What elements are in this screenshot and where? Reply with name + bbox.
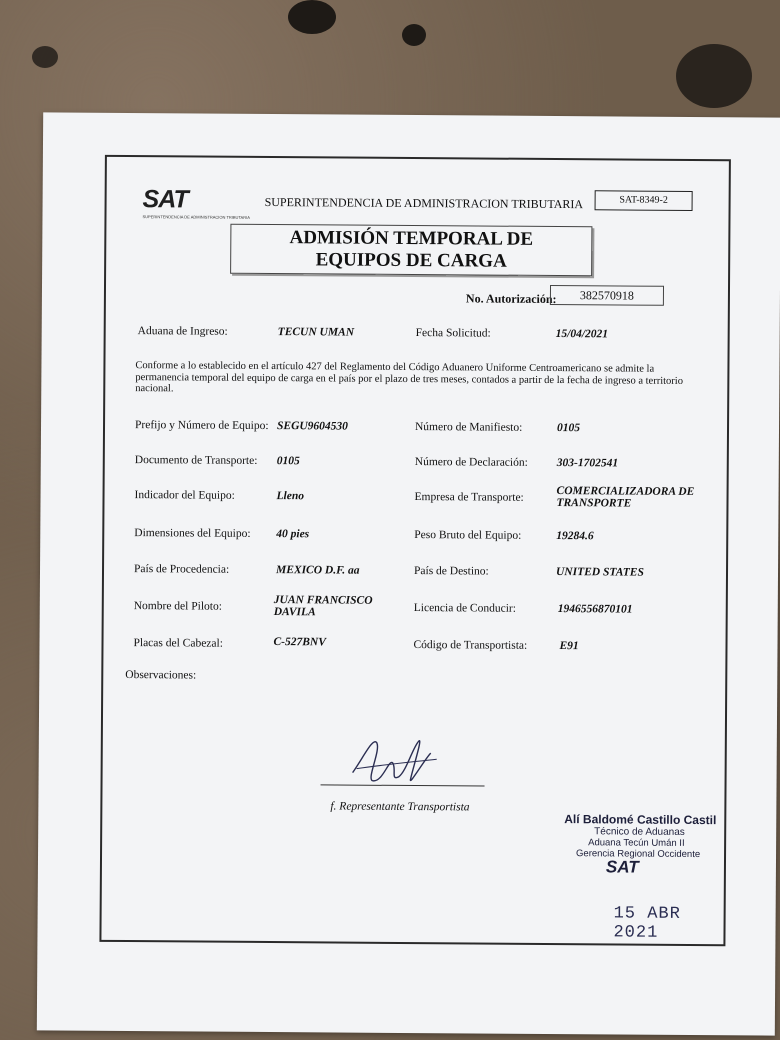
field-value: 1946556870101 (557, 603, 633, 616)
aduana-label: Aduana de Ingreso: (137, 325, 228, 338)
document-title (230, 224, 592, 277)
field-value: 0105 (556, 422, 581, 435)
field-label: País de Destino: (413, 565, 489, 578)
field-label: Placas del Cabezal: (133, 637, 223, 650)
stamp-line3: Gerencia Regional Occidente (576, 848, 701, 861)
field-label: Documento de Transporte: (134, 454, 258, 467)
field-value: E91 (559, 640, 579, 653)
field-label: Indicador del Equipo: (134, 489, 235, 502)
field-value: MEXICO D.F. aa (275, 564, 360, 577)
stamp-name: Alí Baldomé Castillo Castil (564, 812, 717, 828)
form-code: SAT-8349-2 (595, 190, 693, 211)
field-value: SEGU9604530 (276, 420, 349, 433)
field-label: Dimensiones del Equipo: (134, 527, 251, 540)
stain (32, 46, 58, 68)
field-value: 0105 (276, 455, 300, 468)
legal-paragraph: Conforme a lo establecido en el artículo 427 del Reglamento del Código Aduanero Uniforme Centroamericano se admite la permanencia temporal del equipo de carga en el país por el plazo de tres meses, contados a partir de la fecha de ingreso a territorio nacional. (135, 360, 684, 395)
authorization-label: No. Autorización: (465, 291, 557, 307)
field-label: Número de Declaración: (414, 456, 528, 469)
handwritten-signature (342, 729, 442, 794)
stain (676, 44, 752, 108)
title-text: ADMISIÓN TEMPORAL DE EQUIPOS DE CARGA (289, 227, 534, 272)
authorization-number: 382570918 (550, 285, 664, 306)
field-label: Licencia de Conducir: (413, 602, 516, 615)
fecha-label: Fecha Solicitud: (415, 327, 491, 340)
sat-logo: SAT (142, 185, 188, 214)
field-label: Nombre del Piloto: (133, 600, 222, 613)
field-label: Prefijo y Número de Equipo: (134, 419, 269, 433)
observations-label: Observaciones: (125, 669, 197, 682)
aduana-value: TECUN UMAN (277, 326, 355, 339)
stain (288, 0, 336, 34)
fecha-value: 15/04/2021 (555, 328, 609, 341)
field-label: Empresa de Transporte: (414, 491, 524, 504)
signature-label: f. Representante Transportista (330, 800, 470, 814)
stamp-line1: Técnico de Aduanas (594, 826, 685, 838)
stamp-line2: Aduana Tecún Umán II (588, 837, 685, 849)
field-label: Número de Manifiesto: (414, 421, 523, 434)
field-value: Lleno (276, 490, 305, 503)
field-value: COMERCIALIZADORA DE TRANSPORTE (556, 485, 695, 510)
field-value: 40 pies (276, 528, 310, 541)
field-label: País de Procedencia: (133, 563, 230, 576)
field-value: JUAN FRANCISCO DAVILA (273, 594, 373, 619)
field-label: Peso Bruto del Equipo: (414, 529, 522, 542)
field-value: UNITED STATES (555, 566, 644, 579)
form-frame (99, 155, 730, 946)
stain (402, 24, 426, 46)
stamp-logo: SAT (605, 857, 639, 877)
field-value: 303-1702541 (556, 457, 619, 470)
field-label: Código de Transportista: (413, 639, 528, 652)
field-value: C-527BNV (273, 636, 326, 649)
field-value: 19284.6 (556, 530, 594, 543)
document-sheet (37, 112, 780, 1035)
sat-logo-subtitle: SUPERINTENDENCIA DE ADMINISTRACION TRIBUTARIA (142, 214, 250, 220)
agency-name: SUPERINTENDENCIA DE ADMINISTRACION TRIBUTARIA (264, 194, 584, 212)
date-stamp: 15 ABR 2021 (613, 904, 681, 943)
